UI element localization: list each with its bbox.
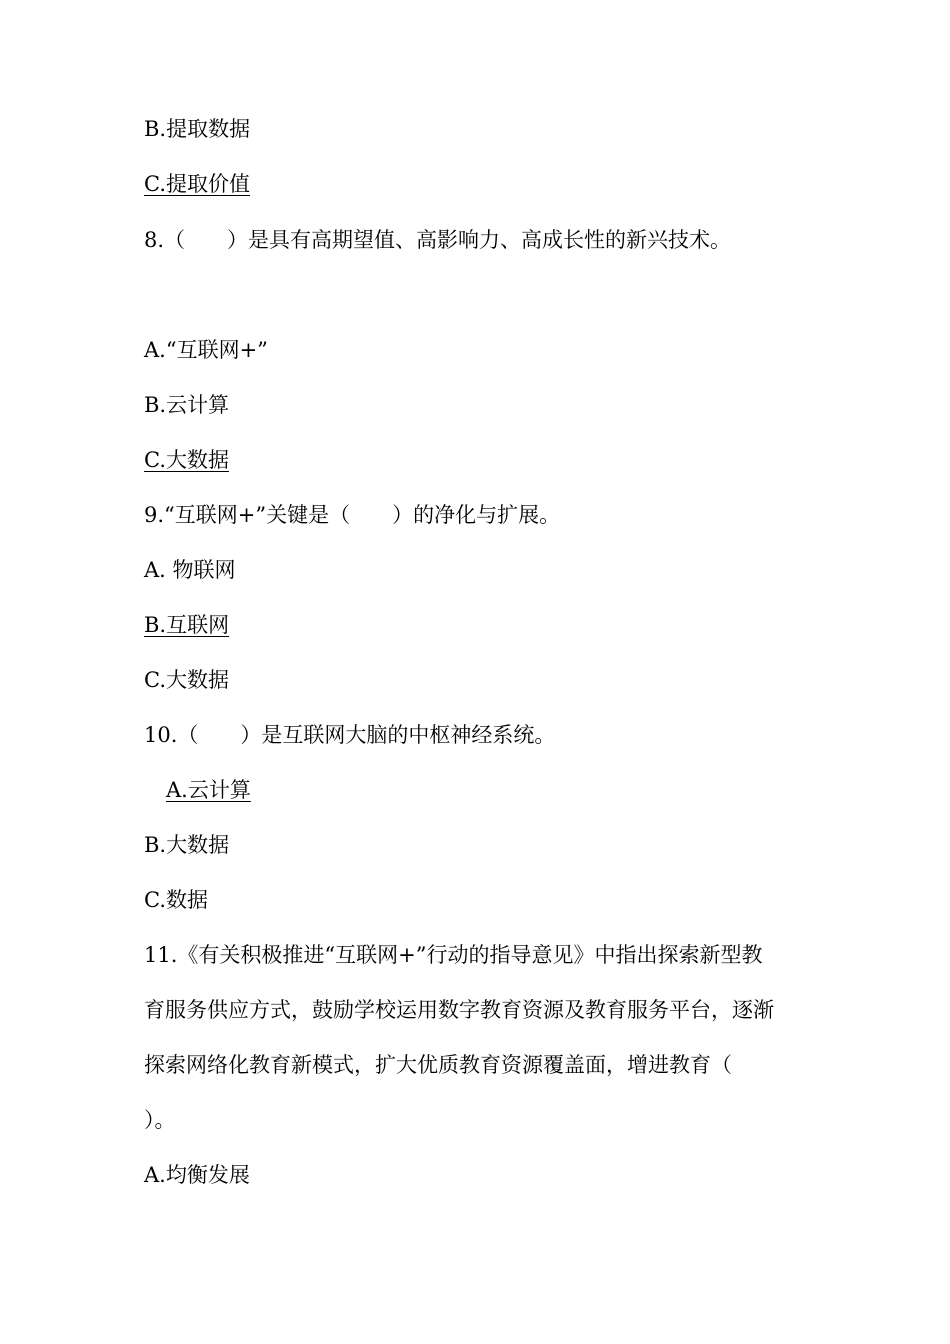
q9-option-c: C.大数据: [144, 668, 229, 692]
q11-option-a: A.均衡发展: [144, 1163, 250, 1187]
option-b-extract-data: B.提取数据: [144, 117, 251, 141]
q8-option-b: B.云计算: [144, 393, 230, 417]
q8-option-c-answer: C.大数据: [144, 448, 229, 472]
question-11-line-4: ）。: [144, 1108, 176, 1132]
q10-option-c: C.数据: [144, 888, 208, 912]
option-c-extract-value-answer: C.提取价值: [144, 172, 250, 196]
q10-option-a-answer: A.云计算: [166, 778, 251, 802]
question-8: 8.（ ）是具有高期望值、高影响力、高成长性的新兴技术。: [144, 228, 732, 252]
question-11-line-3: 探索网络化教育新模式，扩大优质教育资源覆盖面，增进教育（: [144, 1053, 732, 1077]
q10-option-b: B.大数据: [144, 833, 230, 857]
q8-option-a: A.“互联网+”: [144, 338, 268, 362]
q9-option-b-answer: B.互联网: [144, 613, 230, 637]
q9-option-a: A. 物联网: [144, 558, 236, 582]
question-11-line-2: 育服务供应方式，鼓励学校运用数字教育资源及教育服务平台，逐渐: [144, 998, 774, 1022]
question-11-line-1: 11.《有关积极推进“互联网+”行动的指导意见》中指出探索新型教: [144, 943, 763, 967]
question-9: 9.“互联网+”关键是（ ）的净化与扩展。: [144, 503, 561, 527]
question-10: 10.（ ）是互联网大脑的中枢神经系统。: [144, 723, 556, 747]
